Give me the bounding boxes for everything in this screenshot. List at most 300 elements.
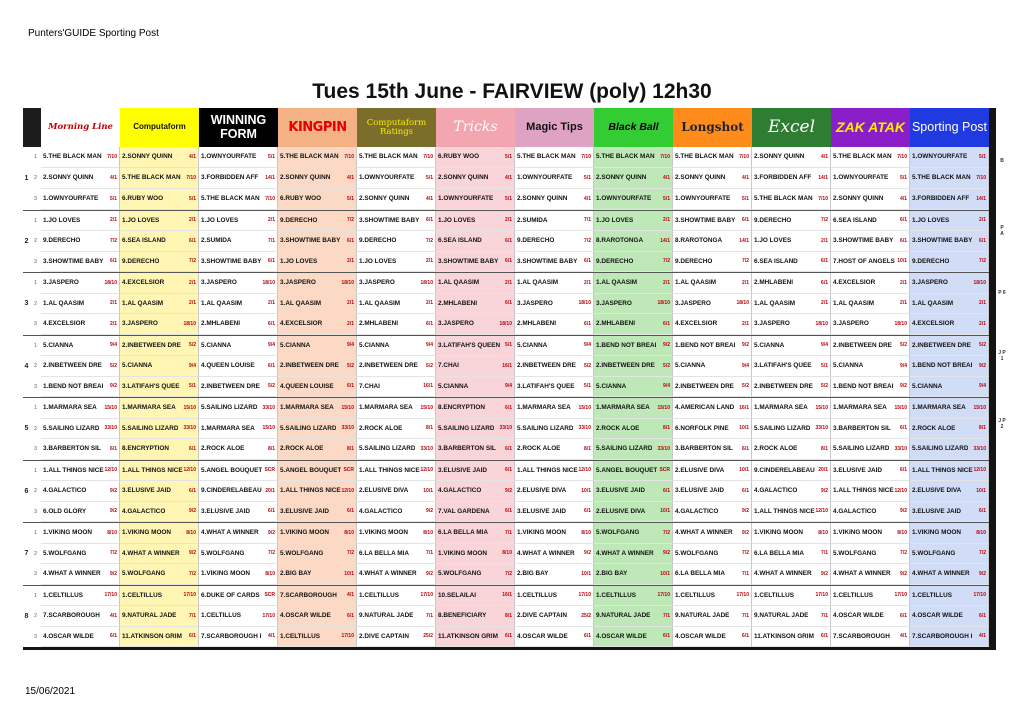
horse-name: 4.OSCAR WILDE <box>675 632 726 640</box>
race-number: 5 <box>24 425 29 433</box>
horse-odds: 33/10 <box>894 445 907 452</box>
horse-name: 1.JO LOVES <box>201 216 239 224</box>
horse-name: 3.JASPERO <box>833 320 869 328</box>
tip-cell <box>515 189 594 210</box>
horse-odds: 9/2 <box>663 550 670 557</box>
tip-cell <box>594 419 673 440</box>
horse-name: 1.JO LOVES <box>438 216 476 224</box>
tip-cell <box>752 398 831 419</box>
tip-cell <box>910 294 989 315</box>
pick-rank: 2 <box>34 300 37 307</box>
tip-cell <box>436 252 515 273</box>
tip-cell <box>515 419 594 440</box>
horse-odds: 5/1 <box>426 174 433 181</box>
tip-cell <box>436 377 515 398</box>
horse-odds: 15/10 <box>341 404 354 411</box>
horse-name: 3.JASPERO <box>912 279 948 287</box>
horse-odds: 18/10 <box>183 320 196 327</box>
tip-cell <box>278 502 357 523</box>
horse-odds: 9/2 <box>189 508 196 515</box>
tip-cell <box>278 147 357 168</box>
tip-cell <box>673 419 752 440</box>
horse-odds: 6/1 <box>189 487 196 494</box>
tip-cell <box>752 439 831 460</box>
horse-name: 2.DIVE CAPTAIN <box>359 632 409 640</box>
horse-name: 1.VIKING MOON <box>438 549 488 557</box>
document-header: Punters'GUIDE Sporting Post <box>28 28 159 39</box>
horse-name: 9.DERECHO <box>359 237 397 245</box>
horse-odds: 6/1 <box>584 258 591 265</box>
tip-cell <box>278 377 357 398</box>
horse-name: 1.JO LOVES <box>912 216 950 224</box>
race-number: 7 <box>24 550 29 558</box>
tip-cell <box>120 294 199 315</box>
tip-cell <box>752 481 831 502</box>
tip-cell <box>910 586 989 607</box>
horse-name: 1.VIKING MOON <box>517 529 567 537</box>
horse-odds: 5/1 <box>189 195 196 202</box>
horse-name: 3.JASPERO <box>596 299 632 307</box>
horse-odds: 17/10 <box>973 592 986 599</box>
column-header: ZAK ATAK <box>831 108 910 147</box>
tipster-grid <box>23 108 996 650</box>
tip-cell <box>594 564 673 585</box>
horse-name: 4.OSCAR WILDE <box>43 632 94 640</box>
horse-odds: 6/1 <box>347 383 354 390</box>
tip-cell <box>594 481 673 502</box>
horse-odds: 6/1 <box>584 508 591 515</box>
tip-cell <box>436 544 515 565</box>
horse-name: 2.ELUSIVE DIVA <box>517 487 567 495</box>
horse-odds: 6/1 <box>505 633 512 640</box>
horse-name: 1.VIKING MOON <box>43 529 93 537</box>
tip-cell <box>120 544 199 565</box>
tip-cell <box>41 356 120 377</box>
horse-odds: 5/1 <box>505 153 512 160</box>
tip-cell <box>515 273 594 294</box>
horse-odds: 6/1 <box>347 508 354 515</box>
horse-name: 5.ANGEL BOUQUET <box>280 466 342 474</box>
tip-cell <box>673 544 752 565</box>
horse-name: 4.EXCELSIOR <box>833 279 876 287</box>
tip-cell <box>910 336 989 357</box>
tip-cell <box>752 502 831 523</box>
horse-name: 5.SAILING LIZARD <box>833 445 890 453</box>
horse-odds: 14/1 <box>660 237 670 244</box>
horse-odds: 7/2 <box>663 258 670 265</box>
horse-name: 3.JASPERO <box>675 299 711 307</box>
horse-name: 3.LATIFAH'S QUEE <box>122 382 180 390</box>
horse-odds: 6/1 <box>268 362 275 369</box>
horse-name: 4.OSCAR WILDE <box>596 632 647 640</box>
horse-name: 2.INBETWEEN DRE <box>359 362 418 370</box>
horse-name: 3.JASPERO <box>359 279 395 287</box>
tip-cell <box>673 273 752 294</box>
horse-name: 5.WOLFGANG <box>280 549 324 557</box>
tip-cell <box>199 606 278 627</box>
horse-odds: 33/10 <box>499 425 512 432</box>
horse-name: 3.ELUSIVE JAID <box>912 507 962 515</box>
horse-name: 7.SCARBOROUGH <box>833 632 890 640</box>
horse-odds: 9/2 <box>742 508 749 515</box>
horse-name: 3.JASPERO <box>754 320 790 328</box>
horse-name: 4.OSCAR WILDE <box>833 612 884 620</box>
horse-name: 6.SEA ISLAND <box>754 257 798 265</box>
horse-name: 3.JASPERO <box>438 320 474 328</box>
horse-name: 6.NORFOLK PINE <box>675 424 729 432</box>
horse-name: 8.ENCRYPTION <box>122 445 169 453</box>
horse-odds: 12/10 <box>183 467 196 474</box>
tip-cell <box>515 377 594 398</box>
horse-name: 5.SAILING LIZARD <box>754 424 811 432</box>
horse-name: 3.LATIFAH'S QUEE <box>517 382 575 390</box>
tip-cell <box>515 502 594 523</box>
horse-name: 2.SONNY QUINN <box>754 153 805 161</box>
tip-cell <box>278 189 357 210</box>
pick-rank: 3 <box>34 196 37 203</box>
horse-name: 3.SHOWTIME BABY <box>438 257 499 265</box>
horse-odds: 4/1 <box>584 195 591 202</box>
race-picks <box>41 211 989 273</box>
tip-cell <box>436 356 515 377</box>
horse-name: 7.SCARBOROUGH I <box>201 632 262 640</box>
horse-name: 1.MARMARA SEA <box>359 404 413 412</box>
horse-name: 2.ELUSIVE DIVA <box>912 487 962 495</box>
tip-cell <box>278 544 357 565</box>
tip-cell <box>41 189 120 210</box>
horse-name: 1.AL QAASIM <box>596 279 638 287</box>
horse-name: 1.CELTILLUS <box>596 591 637 599</box>
horse-odds: 7/10 <box>581 153 591 160</box>
horse-name: 3.JASPERO <box>201 279 237 287</box>
horse-name: 6.LA BELLA MIA <box>438 529 488 537</box>
race-picks <box>41 461 989 523</box>
horse-name: 5.WOLFGANG <box>833 549 877 557</box>
horse-odds: 12/10 <box>104 467 117 474</box>
horse-name: 3.SHOWTIME BABY <box>43 257 104 265</box>
tip-cell <box>831 336 910 357</box>
pick-rank: 1 <box>34 530 37 537</box>
horse-odds: 16/1 <box>739 404 749 411</box>
horse-odds: 10/1 <box>344 570 354 577</box>
race-block <box>23 335 989 398</box>
horse-name: 2.INBETWEEN DRE <box>517 362 576 370</box>
tip-cell <box>752 147 831 168</box>
tip-cell <box>436 586 515 607</box>
horse-name: 1.AL QAASIM <box>43 299 85 307</box>
horse-odds: 2/1 <box>900 279 907 286</box>
horse-name: 5.WOLFGANG <box>43 549 87 557</box>
horse-name: 4.WHAT A WINNER <box>754 570 812 578</box>
pick-rank: 2 <box>34 238 37 245</box>
horse-odds: 9/2 <box>426 570 433 577</box>
tip-cell <box>831 356 910 377</box>
horse-odds: 10/1 <box>423 487 433 494</box>
race-number: 8 <box>24 612 29 620</box>
horse-name: 9.DERECHO <box>675 257 713 265</box>
pick-rank: 1 <box>34 592 37 599</box>
pick-rank: 3 <box>34 508 37 515</box>
horse-odds: 20/1 <box>265 487 275 494</box>
horse-name: 8.ENCRYPTION <box>438 404 485 412</box>
tip-cell <box>120 627 199 648</box>
horse-odds: 15/10 <box>894 404 907 411</box>
horse-odds: 8/10 <box>976 529 986 536</box>
horse-name: 3.JASPERO <box>43 279 79 287</box>
tip-cell <box>831 627 910 648</box>
horse-name: 3.BARBERTON SIL <box>675 445 733 453</box>
horse-name: 9.DERECHO <box>122 257 160 265</box>
horse-odds: 7/1 <box>426 550 433 557</box>
horse-name: 9.NATURAL JADE <box>675 612 730 620</box>
horse-odds: 4/1 <box>821 153 828 160</box>
horse-odds: 8/10 <box>107 529 117 536</box>
horse-name: 7.CHAI <box>359 382 380 390</box>
tip-cell <box>357 252 436 273</box>
race-label <box>23 147 41 210</box>
horse-name: 1.VIKING MOON <box>122 529 172 537</box>
pick-rank: 1 <box>34 217 37 224</box>
horse-odds: 5/2 <box>110 362 117 369</box>
horse-odds: 5/1 <box>742 195 749 202</box>
horse-name: 5.CIANNA <box>122 362 153 370</box>
tip-cell <box>199 336 278 357</box>
horse-odds: 6/1 <box>584 633 591 640</box>
tip-cell <box>910 502 989 523</box>
horse-name: 2.MHLABENI <box>517 320 557 328</box>
horse-odds: 2/1 <box>189 300 196 307</box>
tip-cell <box>41 523 120 544</box>
tip-cell <box>41 606 120 627</box>
tip-cell <box>831 502 910 523</box>
horse-odds: 6/1 <box>426 320 433 327</box>
tip-cell <box>41 502 120 523</box>
horse-odds: 4/1 <box>663 174 670 181</box>
tip-cell <box>278 439 357 460</box>
horse-name: 4.WHAT A WINNER <box>675 529 733 537</box>
tip-cell <box>910 461 989 482</box>
horse-odds: 9/2 <box>979 362 986 369</box>
horse-odds: 9/2 <box>821 570 828 577</box>
race-block <box>23 522 989 585</box>
horse-name: 1.ALL THINGS NICE <box>280 487 341 495</box>
horse-odds: 7/1 <box>821 550 828 557</box>
tip-cell <box>831 523 910 544</box>
tip-cell <box>278 211 357 232</box>
horse-name: 1.AL QAASIM <box>675 279 717 287</box>
tip-cell <box>910 627 989 648</box>
horse-odds: 6/1 <box>505 445 512 452</box>
horse-name: 4.WHAT A WINNER <box>122 549 180 557</box>
pool-marker: B <box>1000 158 1004 164</box>
horse-odds: 8/10 <box>186 529 196 536</box>
horse-odds: 4/1 <box>505 174 512 181</box>
horse-name: 2.ELUSIVE DIVA <box>675 466 725 474</box>
horse-name: 9.DERECHO <box>43 237 81 245</box>
horse-odds: 4/1 <box>742 174 749 181</box>
horse-name: 4.GALACTICO <box>359 507 403 515</box>
tip-cell <box>436 231 515 252</box>
horse-name: 5.SAILING LIZARD <box>201 404 258 412</box>
pick-rank: 3 <box>34 383 37 390</box>
tip-cell <box>910 231 989 252</box>
tip-cell <box>41 398 120 419</box>
horse-name: 1.ALL THINGS NICE <box>43 466 104 474</box>
horse-odds: 7/1 <box>663 612 670 619</box>
horse-odds: 5/1 <box>505 342 512 349</box>
horse-odds: 2/1 <box>663 217 670 224</box>
tip-cell <box>120 586 199 607</box>
horse-name: 1.AL QAASIM <box>201 299 243 307</box>
horse-name: 2.SUMIDA <box>201 237 232 245</box>
horse-odds: 6/1 <box>189 633 196 640</box>
tip-cell <box>278 252 357 273</box>
horse-odds: 6/1 <box>189 237 196 244</box>
horse-name: 6.SEA ISLAND <box>438 237 482 245</box>
horse-name: 6.RUBY WOO <box>280 195 322 203</box>
horse-odds: 6/1 <box>426 217 433 224</box>
horse-odds: 6/1 <box>505 258 512 265</box>
column-header: KINGPIN <box>278 108 357 147</box>
horse-name: 5.THE BLACK MAN <box>43 153 102 161</box>
horse-name: 2.ROCK ALOE <box>359 424 403 432</box>
tip-cell <box>199 398 278 419</box>
horse-odds: 6/1 <box>189 445 196 452</box>
horse-odds: 6/1 <box>347 612 354 619</box>
horse-odds: 7/2 <box>110 550 117 557</box>
tip-cell <box>199 481 278 502</box>
horse-odds: 7/2 <box>347 217 354 224</box>
horse-name: 1.BEND NOT BREAI <box>912 362 973 370</box>
tip-cell <box>910 377 989 398</box>
horse-name: 1.JO LOVES <box>43 216 81 224</box>
tip-cell <box>594 461 673 482</box>
tip-cell <box>831 294 910 315</box>
tip-cell <box>673 606 752 627</box>
tip-cell <box>278 586 357 607</box>
tip-cell <box>278 523 357 544</box>
horse-name: 5.WOLFGANG <box>438 570 482 578</box>
tip-cell <box>752 168 831 189</box>
horse-odds: 2/1 <box>900 300 907 307</box>
tip-cell <box>594 294 673 315</box>
tip-cell <box>199 586 278 607</box>
race-list <box>23 147 989 647</box>
tip-cell <box>831 377 910 398</box>
horse-odds: 18/10 <box>341 279 354 286</box>
tip-cell <box>594 231 673 252</box>
pick-rank: 3 <box>34 258 37 265</box>
horse-name: 1.CELTILLUS <box>122 591 163 599</box>
horse-name: 3.ELUSIVE JAID <box>280 507 330 515</box>
horse-odds: 18/10 <box>104 279 117 286</box>
tip-cell <box>752 627 831 648</box>
horse-name: 2.SONNY QUINN <box>43 174 94 182</box>
horse-name: 9.CINDERELABEAU <box>201 487 262 495</box>
horse-odds: 2/1 <box>189 217 196 224</box>
tip-cell <box>752 544 831 565</box>
column-header: WINNING FORM <box>199 108 278 147</box>
tip-cell <box>41 627 120 648</box>
tip-cell <box>752 211 831 232</box>
horse-odds: 6/1 <box>347 237 354 244</box>
tip-cell <box>357 273 436 294</box>
horse-odds: 7/2 <box>110 237 117 244</box>
race-number: 6 <box>24 487 29 495</box>
horse-name: 2.INBETWEEN DRE <box>43 362 102 370</box>
horse-name: 6.LA BELLA MIA <box>359 549 409 557</box>
tip-cell <box>594 211 673 232</box>
horse-odds: 8/1 <box>347 445 354 452</box>
horse-odds: 7/2 <box>742 258 749 265</box>
tip-cell <box>278 419 357 440</box>
horse-name: 9.NATURAL JADE <box>596 612 651 620</box>
horse-odds: 2/1 <box>505 279 512 286</box>
tip-cell <box>752 564 831 585</box>
horse-odds: 7/2 <box>347 550 354 557</box>
horse-name: 1.MARMARA SEA <box>912 404 966 412</box>
tip-cell <box>278 231 357 252</box>
horse-name: 2.ROCK ALOE <box>517 445 561 453</box>
horse-name: 1.OWNYOURFATE <box>912 153 968 161</box>
tip-cell <box>910 564 989 585</box>
horse-odds: 2/1 <box>979 300 986 307</box>
tip-cell <box>436 211 515 232</box>
race-number: 1 <box>24 174 29 182</box>
horse-name: 2.ROCK ALOE <box>754 445 798 453</box>
horse-name: 5.SAILING LIZARD <box>438 424 495 432</box>
tip-cell <box>910 419 989 440</box>
tip-cell <box>515 606 594 627</box>
race-label <box>23 398 41 460</box>
horse-name: 6.RUBY WOO <box>122 195 164 203</box>
tip-cell <box>673 586 752 607</box>
tip-cell <box>515 231 594 252</box>
horse-odds: 14/1 <box>818 174 828 181</box>
horse-odds: 6/1 <box>742 445 749 452</box>
race-block <box>23 272 989 335</box>
tip-cell <box>278 606 357 627</box>
horse-name: 5.THE BLACK MAN <box>280 153 339 161</box>
horse-odds: 5/2 <box>742 383 749 390</box>
tip-cell <box>199 461 278 482</box>
horse-name: 5.SAILING LIZARD <box>359 445 416 453</box>
horse-odds: 7/10 <box>739 153 749 160</box>
horse-odds: 6/1 <box>821 633 828 640</box>
horse-odds: 15/10 <box>578 404 591 411</box>
horse-odds: 8/1 <box>505 612 512 619</box>
tip-cell <box>515 544 594 565</box>
header-corner <box>23 108 41 147</box>
tip-cell <box>673 294 752 315</box>
horse-name: 11.ATKINSON GRIM <box>122 632 182 640</box>
pool-marker: P 6 <box>998 290 1006 296</box>
horse-name: 5.THE BLACK MAN <box>122 174 181 182</box>
horse-odds: 8/10 <box>818 529 828 536</box>
horse-odds: 6/1 <box>505 237 512 244</box>
horse-odds: SCR <box>264 592 275 599</box>
horse-name: 5.THE BLACK MAN <box>675 153 734 161</box>
horse-name: 1.JO LOVES <box>359 257 397 265</box>
tip-cell <box>41 439 120 460</box>
horse-name: 1.CELTILLUS <box>359 591 400 599</box>
tip-cell <box>673 502 752 523</box>
pick-rank: 2 <box>34 488 37 495</box>
horse-odds: 5/2 <box>979 342 986 349</box>
tip-cell <box>41 147 120 168</box>
horse-name: 6.SEA ISLAND <box>833 216 877 224</box>
tip-cell <box>515 461 594 482</box>
